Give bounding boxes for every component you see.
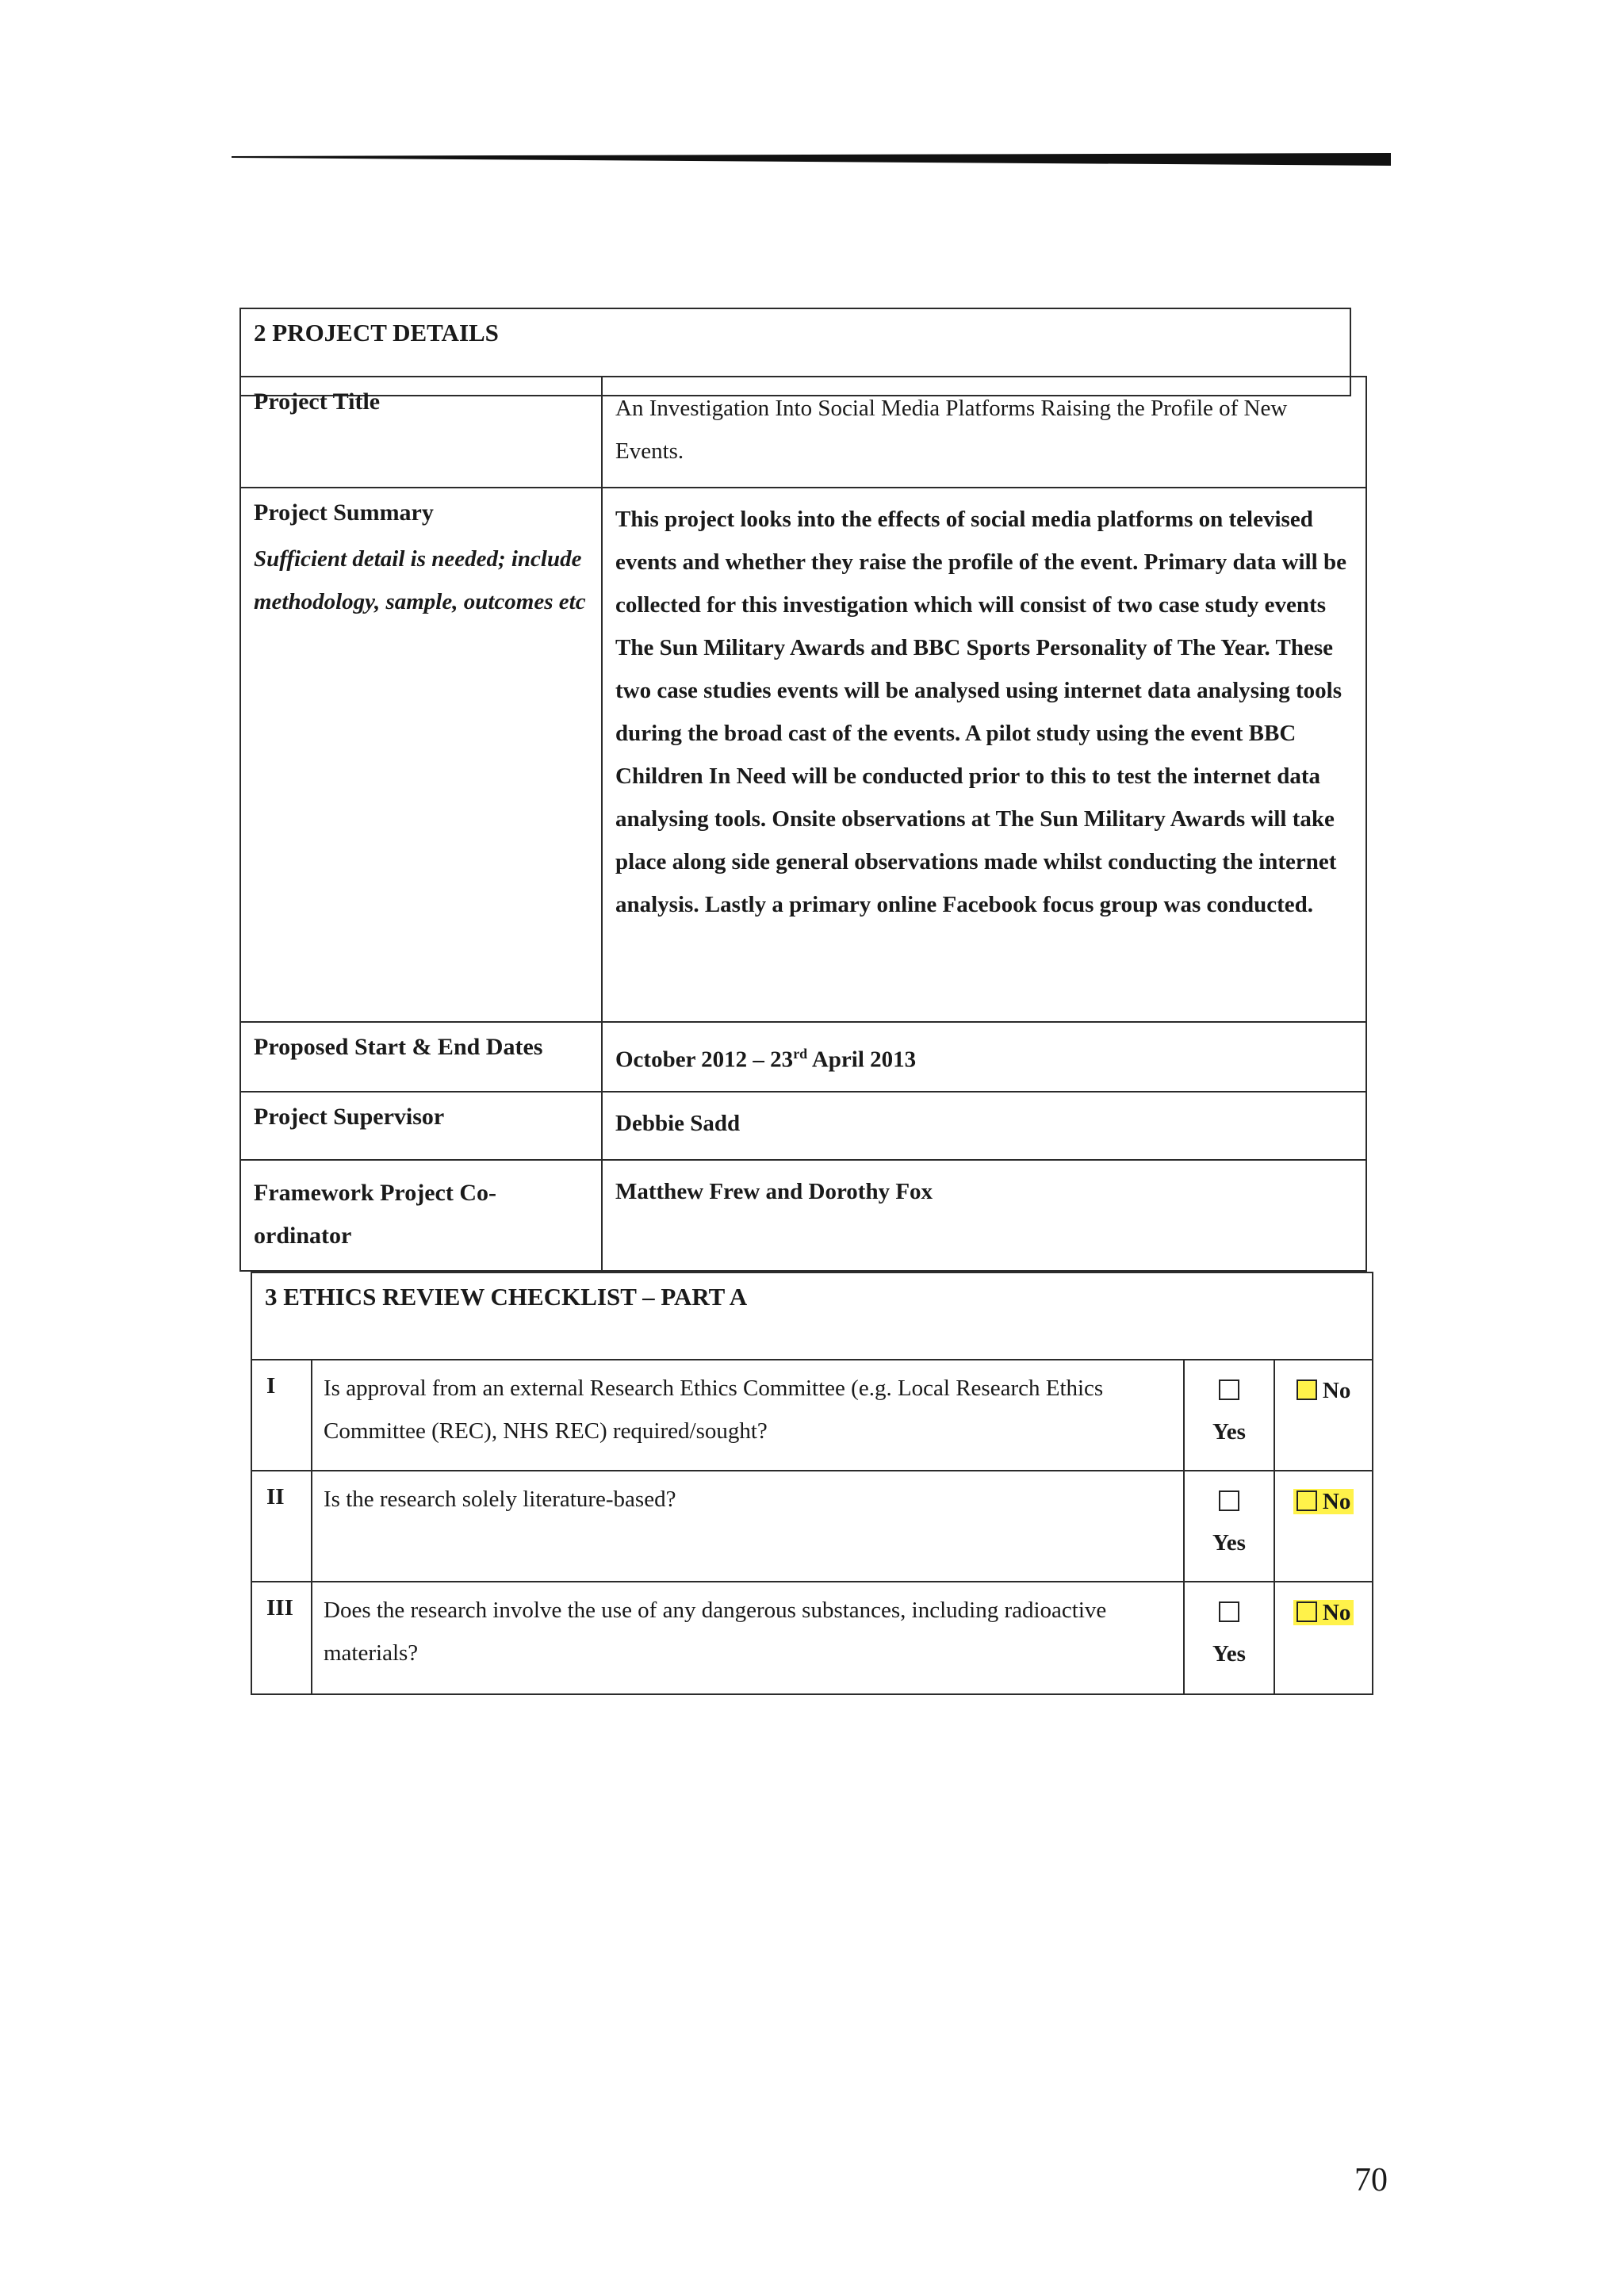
ethics-checklist-table	[251, 1272, 1373, 1695]
checkbox-icon[interactable]	[1219, 1601, 1239, 1622]
question-number: III	[251, 1582, 312, 1694]
question-row	[251, 1471, 1373, 1582]
dates-value-prefix: October 2012 – 23	[615, 1047, 794, 1073]
project-title-value: An Investigation Into Social Media Platforms Raising the Profile of New Events.	[602, 377, 1366, 488]
coordinator-value: Matthew Frew and Dorothy Fox	[602, 1160, 1366, 1271]
top-rule	[232, 153, 1391, 166]
yes-label: Yes	[1212, 1641, 1246, 1667]
no-option[interactable]	[1274, 1360, 1373, 1471]
no-label: No	[1322, 1489, 1351, 1514]
dates-row	[240, 1022, 1366, 1092]
dates-value	[602, 1022, 1366, 1092]
project-summary-value: This project looks into the effects of social media platforms on televised events and whether they raise the profile of the event. Primary data will be collected for this investigation which will consist of two case study events The Sun Military Awards and BBC Sports Personality of The Year. These two case studies events will be analysed using internet data analysing tools during the broad cast of the events. A pilot study using the event BBC Children In Need will be conducted prior to this to test the internet data analysing tools. Onsite observations at The Sun Military Awards will take place along side general observations made whilst conducting the internet analysis. Lastly a primary online Facebook focus group was conducted.	[602, 488, 1366, 1022]
yes-option[interactable]	[1184, 1582, 1274, 1694]
no-highlight	[1293, 1600, 1354, 1625]
question-number: II	[251, 1471, 312, 1582]
no-label: No	[1322, 1378, 1351, 1403]
coordinator-row	[240, 1160, 1366, 1271]
supervisor-label: Project Supervisor	[240, 1092, 602, 1160]
yes-label: Yes	[1212, 1530, 1246, 1556]
project-summary-label-cell	[240, 488, 602, 1022]
question-text: Is the research solely literature-based?	[312, 1471, 1184, 1582]
checkbox-icon[interactable]	[1219, 1380, 1239, 1400]
question-text: Does the research involve the use of any dangerous substances, including radioactive materials?	[312, 1582, 1184, 1694]
checkbox-icon[interactable]	[1297, 1490, 1317, 1511]
yes-option[interactable]	[1184, 1471, 1274, 1582]
no-option[interactable]	[1274, 1471, 1373, 1582]
no-option[interactable]	[1274, 1582, 1373, 1694]
yes-label: Yes	[1212, 1419, 1246, 1445]
question-row	[251, 1360, 1373, 1471]
project-title-row	[240, 377, 1366, 488]
coordinator-label: Framework Project Co-ordinator	[240, 1160, 602, 1271]
no-highlight	[1293, 1489, 1354, 1514]
project-title-label: Project Title	[240, 377, 602, 488]
project-summary-note: Sufficient detail is needed; include methodology, sample, outcomes etc	[254, 546, 586, 614]
project-summary-label: Project Summary	[254, 499, 434, 526]
question-number: I	[251, 1360, 312, 1471]
question-row	[251, 1582, 1373, 1694]
supervisor-value: Debbie Sadd	[602, 1092, 1366, 1160]
dates-label: Proposed Start & End Dates	[240, 1022, 602, 1092]
checkbox-icon[interactable]	[1219, 1490, 1239, 1511]
section-3-heading: 3 ETHICS REVIEW CHECKLIST – PART A	[251, 1272, 1373, 1360]
dates-value-sup: rd	[793, 1046, 808, 1062]
no-label: No	[1322, 1600, 1351, 1625]
section-2-heading: 2 PROJECT DETAILS	[240, 308, 1350, 396]
project-details-table	[239, 376, 1367, 1272]
project-summary-row	[240, 488, 1366, 1022]
supervisor-row	[240, 1092, 1366, 1160]
checkbox-icon[interactable]	[1297, 1380, 1317, 1400]
page-number: 70	[1354, 2162, 1388, 2198]
question-text: Is approval from an external Research Ethics Committee (e.g. Local Research Ethics Committee (REC), NHS REC) required/sought?	[312, 1360, 1184, 1471]
dates-value-suffix: April 2013	[807, 1047, 917, 1073]
yes-option[interactable]	[1184, 1360, 1274, 1471]
checkbox-icon[interactable]	[1297, 1601, 1317, 1622]
